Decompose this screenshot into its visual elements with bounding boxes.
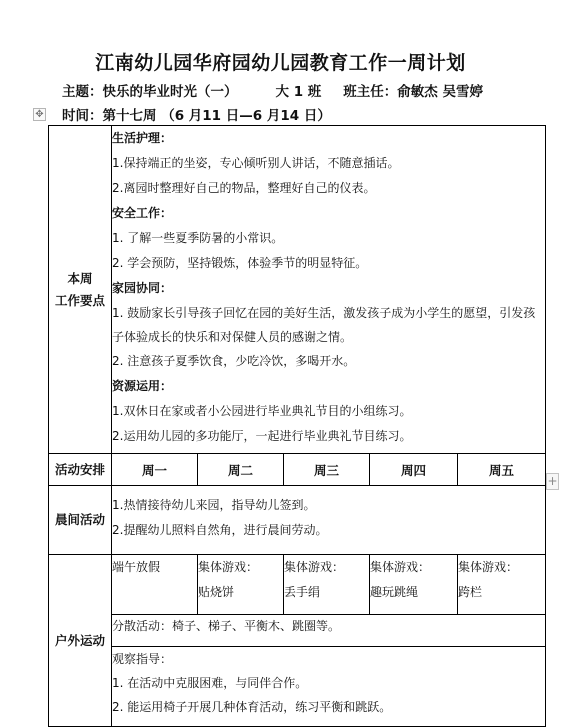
time-label: 时间：第十七周 （6 月11 日—6 月14 日） — [62, 108, 331, 124]
list-item: 1.热情接待幼儿来园，指导幼儿签到。 — [112, 498, 316, 512]
list-item: 1. 鼓励家长引导孩子回忆在园的美好生活，激发孩子成为小学生的愿望，引发孩子体验成长的快乐和对保健人员的感谢之情。 — [112, 306, 536, 344]
list-item: 2. 注意孩子夏季饮食，少吃冷饮，多喝开水。 — [112, 354, 356, 368]
list-item: 2.提醒幼儿照料自然角，进行晨间劳动。 — [112, 523, 328, 537]
move-handle-icon[interactable]: ✥ — [33, 108, 46, 121]
section-heading: 安全工作： — [112, 206, 173, 220]
day-header: 周二 — [198, 454, 284, 486]
observation-guidance — [112, 647, 546, 727]
class-label: 大 1 班 — [275, 84, 322, 100]
outdoor-row-scattered — [49, 615, 546, 647]
cell-text: 集体游戏： — [370, 560, 431, 574]
cell-text: 集体游戏： — [284, 560, 345, 574]
cell-text: 丢手绢 — [284, 585, 321, 599]
outdoor-row-observe — [49, 647, 546, 727]
list-item: 2.运用幼儿园的多功能厅，一起进行毕业典礼节目练习。 — [112, 429, 412, 443]
meta-theme-line — [62, 80, 483, 100]
week-focus-label-line2: 工作要点 — [54, 292, 105, 308]
morning-content — [112, 486, 546, 555]
teacher-label: 班主任：俞敏杰 吴雪婷 — [343, 84, 483, 100]
day-header: 周一 — [112, 454, 198, 486]
morning-label: 晨间活动 — [49, 486, 112, 555]
cell-text: 贴烧饼 — [198, 585, 235, 599]
week-focus-content — [112, 126, 546, 454]
day-header: 周五 — [458, 454, 546, 486]
list-item: 2. 能运用椅子开展几种体育活动，练习平衡和跳跃。 — [112, 700, 392, 714]
cell-text: 趣玩跳绳 — [370, 585, 419, 599]
schedule-header-row — [49, 454, 546, 486]
section-heading: 生活护理： — [112, 131, 173, 145]
section-heading: 资源运用： — [112, 379, 173, 393]
theme-label: 主题：快乐的毕业时光（一） — [62, 84, 238, 100]
page-title: 江南幼儿园华府园幼儿园教育工作一周计划 — [95, 52, 466, 74]
list-item: 1. 了解一些夏季防暑的小常识。 — [112, 231, 284, 245]
day-header: 周三 — [284, 454, 370, 486]
list-item: 1.保持端正的坐姿，专心倾听别人讲话，不随意插话。 — [112, 156, 400, 170]
cell-text: 集体游戏： — [198, 560, 259, 574]
week-focus-row — [49, 126, 546, 454]
cell-text: 跨栏 — [458, 585, 483, 599]
list-item: 2. 学会预防，坚持锻炼，体验季节的明显特征。 — [112, 256, 368, 270]
cell-text: 端午放假 — [112, 560, 161, 574]
outdoor-cell-fri — [458, 555, 546, 615]
morning-row — [49, 486, 546, 555]
cell-text: 集体游戏： — [458, 560, 519, 574]
list-item: 2.离园时整理好自己的物品，整理好自己的仪表。 — [112, 181, 376, 195]
scattered-activities: 分散活动：椅子、梯子、平衡木、跳圈等。 — [112, 615, 546, 647]
section-heading: 家园协同： — [112, 281, 173, 295]
outdoor-cell-tue — [198, 555, 284, 615]
list-item: 1. 在活动中克服困难，与同伴合作。 — [112, 676, 308, 690]
schedule-label: 活动安排 — [49, 454, 112, 486]
plan-table — [48, 125, 546, 727]
outdoor-cell-mon — [112, 555, 198, 615]
outdoor-cell-wed — [284, 555, 370, 615]
outdoor-cell-thu — [370, 555, 458, 615]
plus-icon[interactable]: + — [547, 474, 558, 488]
day-header: 周四 — [370, 454, 458, 486]
list-item: 1.双休日在家或者小公园进行毕业典礼节目的小组练习。 — [112, 404, 412, 418]
outdoor-label: 户外运动 — [49, 555, 112, 727]
week-focus-label-line1: 本周 — [67, 270, 93, 286]
observe-heading: 观察指导： — [112, 652, 173, 666]
week-focus-label — [49, 126, 112, 454]
outdoor-row-games — [49, 555, 546, 615]
